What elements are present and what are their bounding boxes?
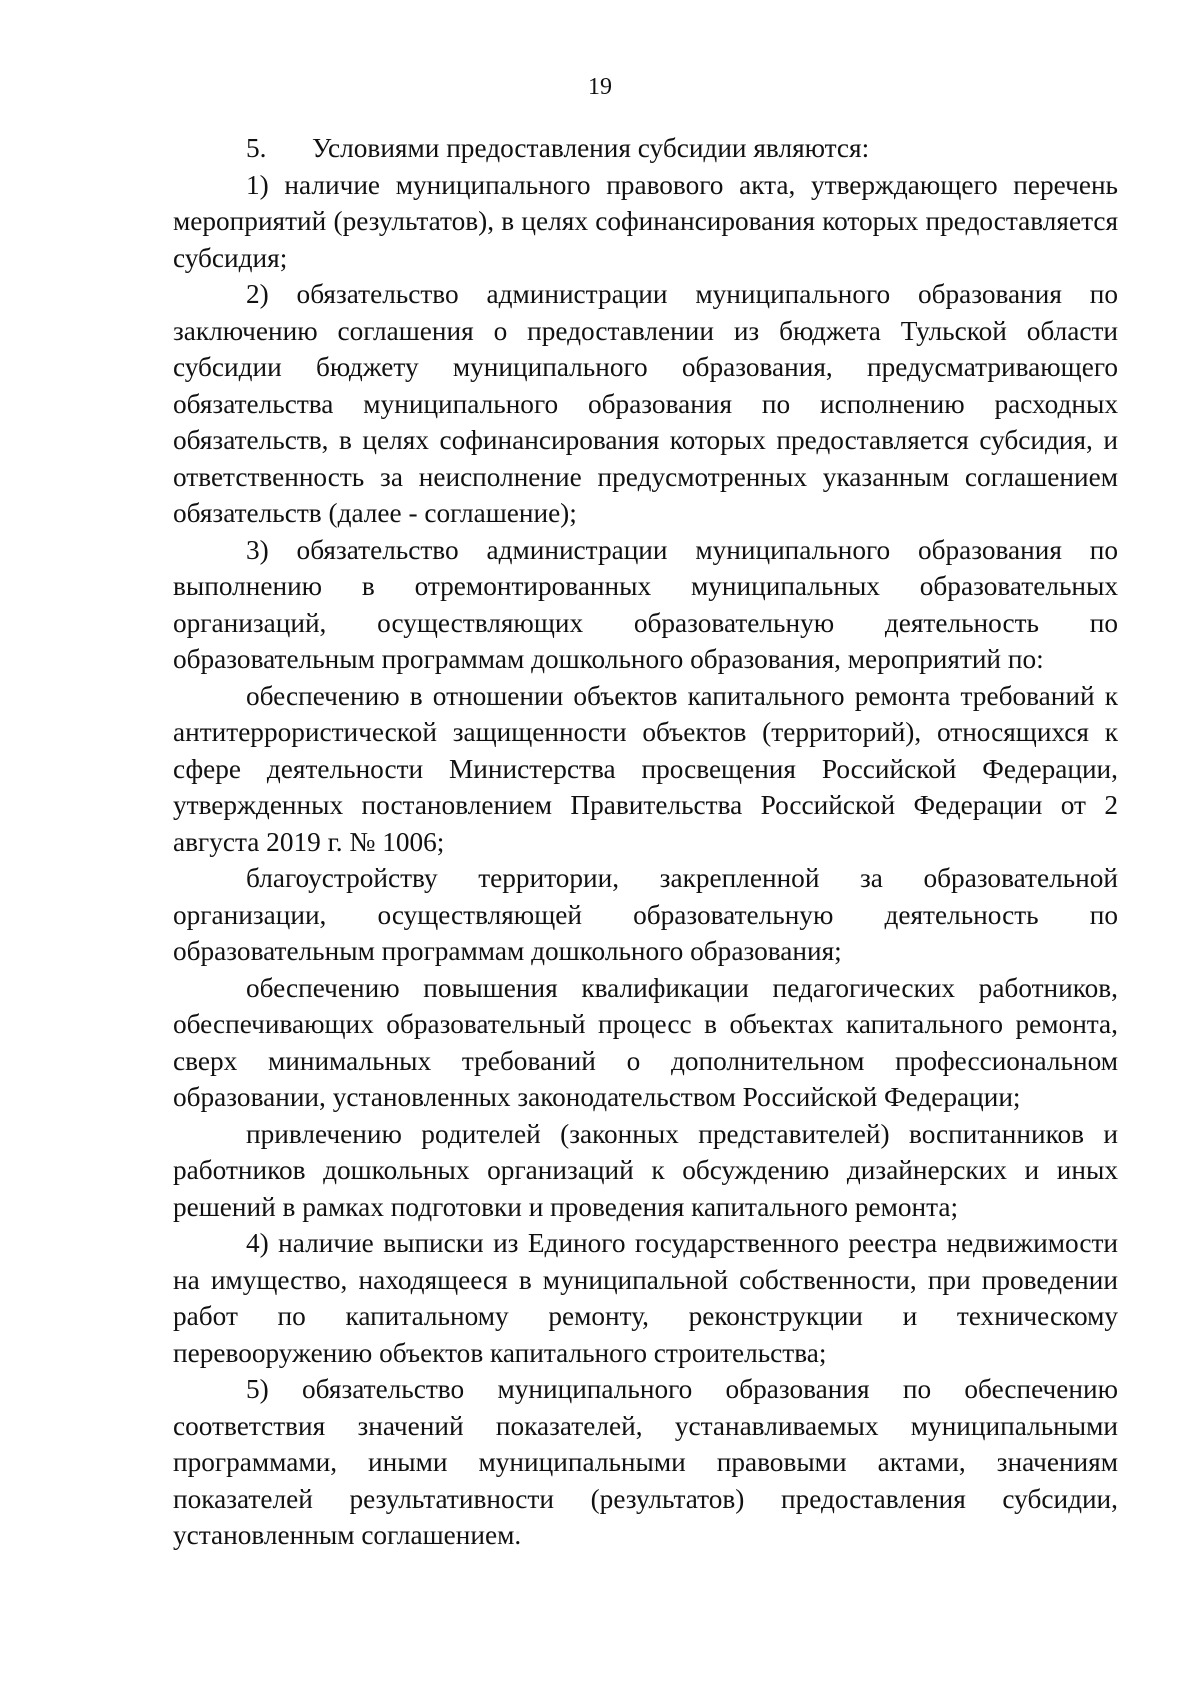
paragraph-condition-3: 3) обязательство администрации муниципального образования по выполнению в отремонтированных муниципальных образовательных организаций, осуществляющих образовательную деятельность по образовательным программам дошкольного образования, мероприятий по: xyxy=(173,534,1118,674)
paragraph-parents: привлечению родителей (законных представителей) воспитанников и работников дошкольных организаций к обсуждению дизайнерских и иных решений в рамках подготовки и проведения капитального ремонта; xyxy=(173,1118,1118,1222)
paragraph-condition-1: 1) наличие муниципального правового акта, утверждающего перечень мероприятий (результатов), в целях софинансирования которых предоставляется субсидия; xyxy=(173,169,1118,273)
paragraph-condition-2: 2) обязательство администрации муниципального образования по заключению соглашения о предоставлении из бюджета Тульской области субсидии бюджету муниципального образования, предусматривающего обязательства муниципального образования по исполнению расходных обязательств, в целях софинансирования которых предоставляется субсидия, и ответственность за неисполнение предусмотренных указанным соглашением обязательств (далее - соглашение); xyxy=(173,279,1118,528)
section-heading xyxy=(173,130,1118,167)
section-title: Условиями предоставления субсидии являются: xyxy=(312,133,870,163)
document-body xyxy=(173,130,1118,1554)
paragraph-qualification: обеспечению повышения квалификации педагогических работников, обеспечивающих образовательный процесс в объектах капитального ремонта, сверх минимальных требований о дополнительном профессиональном образовании, установленных законодательством Российской Федерации; xyxy=(173,972,1118,1112)
paragraph-antiterror: обеспечению в отношении объектов капитального ремонта требований к антитеррористической защищенности объектов (территорий), относящихся к сфере деятельности Министерства просвещения Российской Федерации, утвержденных постановлением Правительства Российской Федерации от 2 августа 2019 г. № 1006; xyxy=(173,680,1118,857)
paragraph-condition-5: 5) обязательство муниципального образования по обеспечению соответствия значений показателей, устанавливаемых муниципальными программами, иными муниципальными правовыми актами, значениям показателей результативности (результатов) предоставления субсидии, установленным соглашением. xyxy=(173,1374,1118,1550)
paragraph-landscaping: благоустройству территории, закрепленной за образовательной организации, осуществляющей образовательную деятельность по образовательным программам дошкольного образования; xyxy=(173,863,1118,966)
section-number: 5. xyxy=(246,133,267,163)
page-number: 19 xyxy=(588,74,612,100)
paragraph-condition-4: 4) наличие выписки из Единого государственного реестра недвижимости на имущество, находящееся в муниципальной собственности, при проведении работ по капитальному ремонту, реконструкции и техническому перевооружению объектов капитального строительства; xyxy=(173,1228,1118,1368)
